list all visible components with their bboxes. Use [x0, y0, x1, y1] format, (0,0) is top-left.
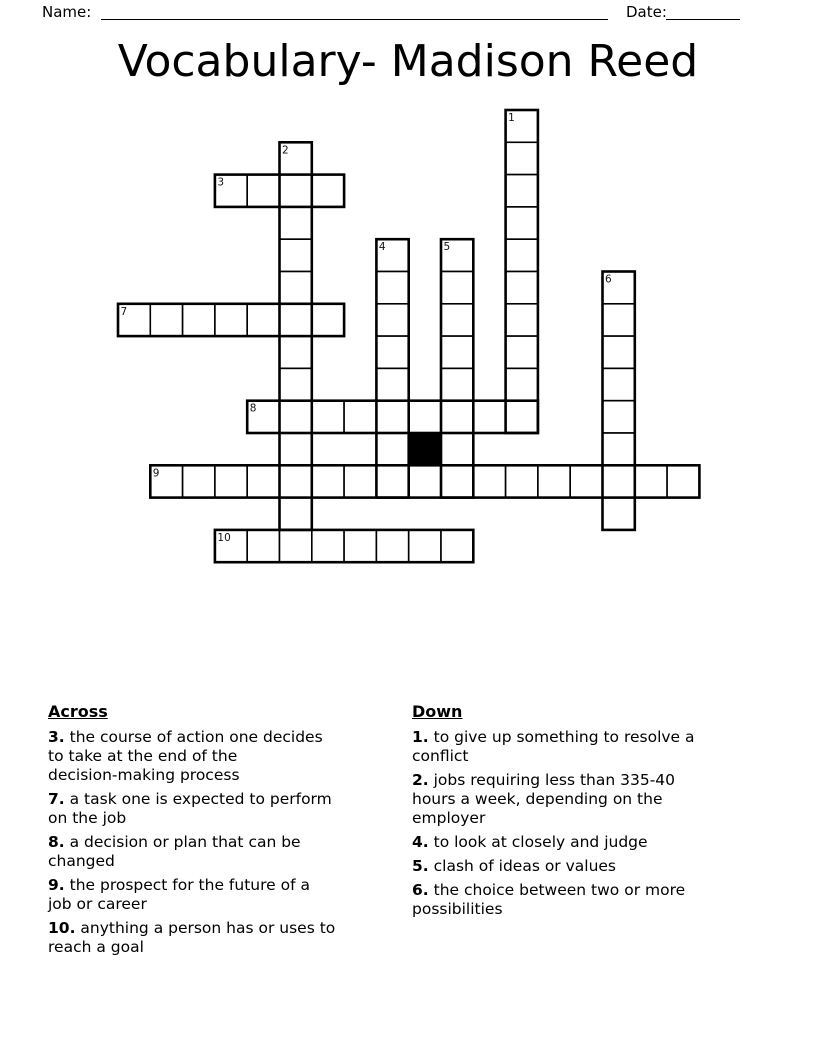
crossword-cell: [215, 304, 247, 336]
clue-line: 5. clash of ideas or values: [412, 857, 617, 875]
blocked-cell: [409, 433, 441, 465]
crossword-cell: [312, 304, 344, 336]
clue-line: 4. to look at closely and judge: [412, 833, 648, 851]
crossword-cell: [376, 530, 408, 562]
crossword-cell: [280, 465, 312, 497]
crossword-cell: [441, 368, 473, 400]
crossword-cell: [183, 465, 215, 497]
crossword-cell: [506, 401, 538, 433]
crossword-cell: [280, 498, 312, 530]
crossword-cell: [441, 433, 473, 465]
crossword-cell: [312, 530, 344, 562]
crossword-cell: [280, 368, 312, 400]
crossword-cell: [183, 304, 215, 336]
clue-line: 6. the choice between two or more: [412, 881, 686, 899]
cell-number: 8: [249, 402, 257, 415]
clue: [412, 771, 752, 828]
crossword-cell: [506, 304, 538, 336]
crossword-cell: [603, 368, 635, 400]
crossword-cell: [280, 530, 312, 562]
crossword-cell: [280, 433, 312, 465]
crossword-cell: [506, 272, 538, 304]
crossword-cell: [538, 465, 570, 497]
clue: [48, 919, 398, 957]
clue-line: conflict: [412, 747, 469, 765]
crossword-cell: [635, 465, 667, 497]
down-heading: Down: [412, 702, 463, 721]
crossword-cell: [473, 401, 505, 433]
crossword-cell: [570, 465, 602, 497]
crossword-cell: [247, 465, 279, 497]
down-clue-list: [412, 728, 752, 919]
crossword-cell: [506, 239, 538, 271]
clue-line: changed: [48, 852, 115, 870]
crossword-cell: [247, 175, 279, 207]
cell-number: 5: [443, 241, 451, 254]
clue-line: to take at the end of the: [48, 747, 238, 765]
clue-number: 7.: [48, 790, 65, 808]
cell-number: 1: [508, 112, 515, 124]
crossword-cell: [376, 368, 408, 400]
clue-line: 1. to give up something to resolve a: [412, 728, 695, 746]
cell-number: 3: [217, 176, 225, 189]
crossword-cell: [409, 401, 441, 433]
clue-line: on the job: [48, 809, 127, 827]
crossword-cell: [603, 498, 635, 530]
crossword-cell: [280, 207, 312, 239]
crossword-cell: [344, 401, 376, 433]
crossword-cell: [247, 304, 279, 336]
crossword-cell: [150, 304, 182, 336]
clue-number: 8.: [48, 833, 65, 851]
clue-line: possibilities: [412, 900, 503, 918]
date-label: Date:: [626, 3, 667, 21]
crossword-cell: [312, 401, 344, 433]
clue: [412, 857, 752, 876]
clue-number: 4.: [412, 833, 429, 851]
crossword-cell: [280, 401, 312, 433]
cell-number: 7: [120, 305, 128, 318]
crossword-cell: [441, 272, 473, 304]
clue-number: 9.: [48, 876, 65, 894]
clue-line: 7. a task one is expected to perform: [48, 790, 332, 808]
clue-number: 1.: [412, 728, 429, 746]
crossword-cell: [280, 304, 312, 336]
crossword-cell: [376, 433, 408, 465]
clue: [412, 881, 752, 919]
crossword-cell: [506, 368, 538, 400]
crossword-cell: [441, 336, 473, 368]
crossword-cell: [280, 239, 312, 271]
crossword-cell: [215, 465, 247, 497]
crossword-cell: [506, 207, 538, 239]
crossword-cell: [376, 272, 408, 304]
crossword-cell: [409, 465, 441, 497]
down-clues-section: [412, 702, 752, 924]
crossword-cell: [312, 175, 344, 207]
crossword-cell: [376, 465, 408, 497]
cell-number: 2: [282, 144, 289, 157]
crossword-cell: [667, 465, 699, 497]
clue-line: job or career: [48, 895, 147, 913]
crossword-cell: [344, 530, 376, 562]
across-heading: Across: [48, 702, 108, 721]
clue: [48, 876, 398, 914]
name-label: Name:: [42, 3, 92, 21]
clue: [48, 833, 398, 871]
across-clues-section: [48, 702, 398, 962]
crossword-cell: [441, 465, 473, 497]
crossword-cell: [506, 465, 538, 497]
clue-number: 3.: [48, 728, 65, 746]
crossword-cell: [441, 304, 473, 336]
crossword-cell: [603, 401, 635, 433]
clue-line: employer: [412, 809, 486, 827]
clue-line: 9. the prospect for the future of a: [48, 876, 310, 894]
crossword-cell: [506, 336, 538, 368]
clue-line: 3. the course of action one decides: [48, 728, 323, 746]
crossword-cell: [376, 304, 408, 336]
cell-number: 10: [217, 531, 231, 544]
clue: [48, 790, 398, 828]
clue: [412, 833, 752, 852]
crossword-cell: [441, 401, 473, 433]
cell-number: 9: [152, 467, 160, 480]
crossword-cell: [603, 336, 635, 368]
crossword-cell: [280, 336, 312, 368]
crossword-cell: [312, 465, 344, 497]
date-blank-line: [666, 19, 740, 20]
crossword-cell: [376, 401, 408, 433]
crossword-cell: [603, 433, 635, 465]
clue: [48, 728, 398, 785]
clue-number: 5.: [412, 857, 429, 875]
clue-number: 2.: [412, 771, 429, 789]
page-title: Vocabulary- Madison Reed: [117, 36, 699, 87]
clue-line: 10. anything a person has or uses to: [48, 919, 336, 937]
clue-line: 2. jobs requiring less than 335-40: [412, 771, 676, 789]
clue-line: 8. a decision or plan that can be: [48, 833, 301, 851]
clue-number: 6.: [412, 881, 429, 899]
crossword-cell: [409, 530, 441, 562]
cell-number: 4: [378, 241, 386, 254]
crossword-cell: [473, 465, 505, 497]
clue-line: reach a goal: [48, 938, 144, 956]
clue-line: hours a week, depending on the: [412, 790, 663, 808]
crossword-cell: [506, 142, 538, 174]
crossword-cell: [280, 175, 312, 207]
crossword-cell: [603, 465, 635, 497]
across-clue-list: [48, 728, 398, 957]
crossword-cell: [603, 304, 635, 336]
cell-number: 6: [605, 273, 612, 286]
crossword-cell: [506, 175, 538, 207]
crossword-cell: [344, 465, 376, 497]
clue-line: decision-making process: [48, 766, 240, 784]
name-blank-line: [101, 19, 608, 20]
crossword-grid: [116, 108, 702, 565]
crossword-cell: [247, 530, 279, 562]
clue-number: 10.: [48, 919, 76, 937]
crossword-cell: [280, 272, 312, 304]
clue: [412, 728, 752, 766]
crossword-cell: [376, 336, 408, 368]
crossword-cell: [441, 530, 473, 562]
